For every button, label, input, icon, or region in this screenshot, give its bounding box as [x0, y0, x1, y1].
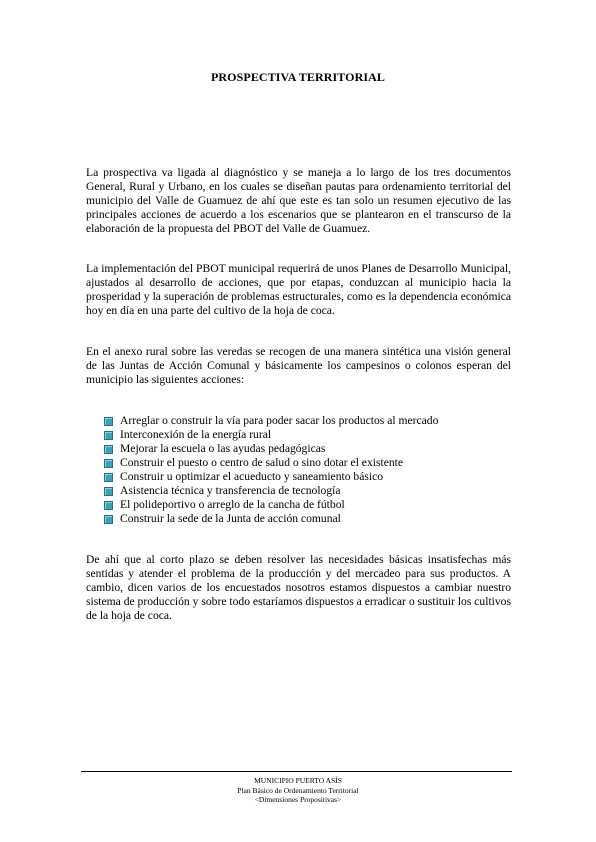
- list-item: [104, 414, 438, 428]
- list-item: [104, 484, 438, 498]
- list-item: [104, 428, 438, 442]
- footer-divider: [81, 771, 512, 772]
- square-bullet-icon: [104, 473, 113, 482]
- paragraph-implementation: La implementación del PBOT municipal requerirá de unos Planes de Desarrollo Municipal, ajustados al desarrollo de acciones, que por etapas, conduzcan al municipio hacia la prosperidad y la superación de problemas estructurales, como es la dependencia económica hoy en día en una parte del cultivo de la hoja de coca.: [86, 262, 511, 317]
- list-item: [104, 470, 438, 484]
- square-bullet-icon: [104, 417, 113, 426]
- actions-list: [104, 414, 438, 526]
- footer-section: <Dimensiones Propositivas>: [254, 795, 342, 804]
- square-bullet-icon: [104, 487, 113, 496]
- list-item: [104, 512, 438, 526]
- page-title: PROSPECTIVA TERRITORIAL: [210, 70, 386, 84]
- paragraph-intro: La prospectiva va ligada al diagnóstico y se maneja a lo largo de los tres documentos General, Rural y Urbano, en los cuales se diseñan pautas para ordenamiento territorial del municipio del Valle de Guamuez de ahí que este es tan solo un resumen ejecutivo de las principales acciones de acuerdo a los escenarios que se plantearon en el transcurso de la elaboración de la propuesta del PBOT del Valle de Guamuez.: [86, 166, 511, 235]
- square-bullet-icon: [104, 501, 113, 510]
- footer-municipality: MUNICIPIO PUERTO ASÍS: [254, 776, 342, 785]
- list-item-text: Construir u optimizar el acueducto y saneamiento básico: [120, 470, 384, 483]
- square-bullet-icon: [104, 445, 113, 454]
- list-item-text: Construir la sede de la Junta de acción comunal: [120, 512, 341, 525]
- paragraph-rural-annex: En el anexo rural sobre las veredas se recogen de una manera sintética una visión general de las Juntas de Acción Comunal y básicamente los campesinos o colonos esperan del municipio las siguientes acciones:: [86, 345, 511, 386]
- list-item: [104, 442, 438, 456]
- list-item-text: Interconexión de la energía rural: [120, 428, 272, 441]
- square-bullet-icon: [104, 459, 113, 468]
- footer-plan-name: Plan Básico de Ordenamiento Territorial: [237, 785, 359, 795]
- list-item: [104, 498, 438, 512]
- list-item-text: Asistencia técnica y transferencia de tecnología: [120, 484, 341, 497]
- square-bullet-icon: [104, 431, 113, 440]
- page-footer: [0, 776, 596, 805]
- square-bullet-icon: [104, 515, 113, 524]
- list-item-text: El polideportivo o arreglo de la cancha de fútbol: [120, 498, 345, 511]
- list-item-text: Construir el puesto o centro de salud o sino dotar el existente: [120, 456, 404, 469]
- list-item: [104, 456, 438, 470]
- paragraph-conclusion: De ahí que al corto plazo se deben resolver las necesidades básicas insatisfechas más sentidas y atender el problema de la producción y del mercadeo para sus productos. A cambio, dicen varios de los encuestados nosotros estamos dispuestos a cambiar nuestro sistema de producción y sobre todo estaríamos dispuestos a erradicar o sustituir los cultivos de la hoja de coca.: [86, 553, 511, 622]
- list-item-text: Mejorar la escuela o las ayudas pedagógicas: [120, 442, 326, 455]
- list-item-text: Arreglar o construir la vía para poder sacar los productos al mercado: [120, 414, 439, 427]
